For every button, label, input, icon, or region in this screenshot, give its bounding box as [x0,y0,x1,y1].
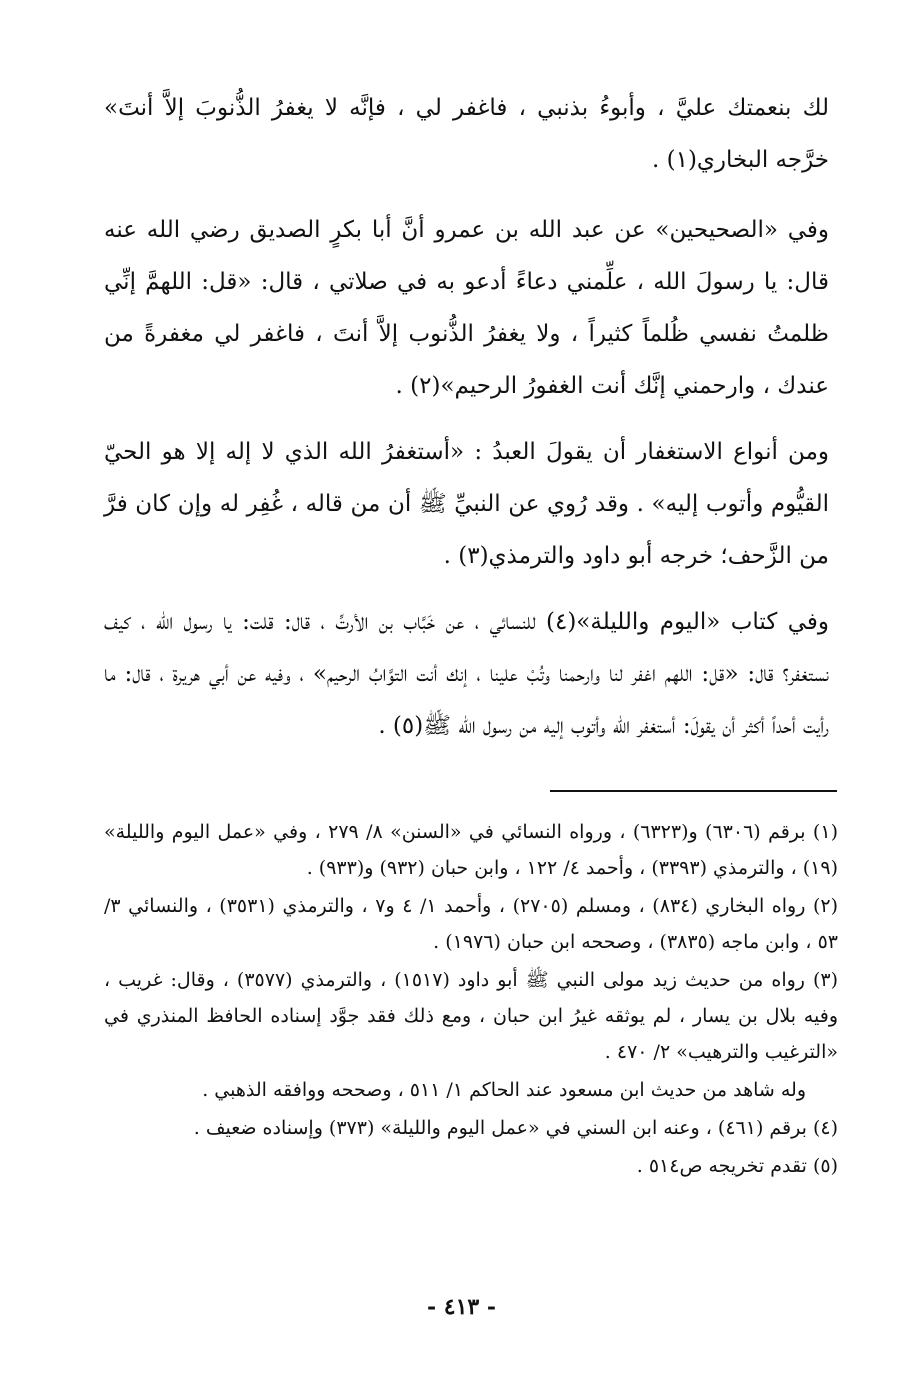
footnote-3: (٣) رواه من حديث زيد مولى النبي ﷺ أبو داود (١٥١٧) ، والترمذي (٣٥٧٧) ، وقال: غريب ، وفيه بلال بن يسار ، لم يوثقه غيرُ ابن حبان ، ومع ذلك فقد جوَّد إسناده الحافظ المنذري في «الترغيب والترهيب» ٢/ ٤٧٠ . [104,969,839,1063]
footnote-5: (٥) تقدم تخريجه ص٥١٤ . [636,1155,838,1177]
footnotes [104,814,838,1186]
footnote-divider [550,790,837,792]
paragraph-4: وفي كتاب «اليوم والليلة»(٤) للنسائي ، عن خَبَّاب بن الأرتِّ ، قال: قلت: يا رسول الله ، كيف نستغفر؟ قال: «قل: اللهم اغفر لنا وارحمنا وتُبْ علينا ، إنك أنت التوَّابُ الرحيم» ، وفيه عن أبي هريرة ، قال: ما رأيت أحداً أكثر أن يقولَ: أستغفر الله وأتوب إليه من رسول الله ﷺ(٥) . [104,609,829,739]
footnote-4: (٤) برقم (٤٦١) ، وعنه ابن السني في «عمل اليوم والليلة» (٣٧٣) وإسناده ضعيف . [193,1117,838,1139]
paragraph-2: وفي «الصحيحين» عن عبد الله بن عمرو أنَّ أبا بكرٍ الصديق رضي الله عنه قال: يا رسولَ الله ، علِّمني دعاءً أدعو به في صلاتي ، قال: «قل: اللهمَّ إنِّي ظلمتُ نفسي ظُلماً كثيراً ، ولا يغفرُ الذُّنوب إلاَّ أنتَ ، فاغفر لي مغفرةً من عندك ، وارحمني إنَّك أنت الغفورُ الرحيم»(٢) . [104,217,829,399]
paragraph-1: لك بنعمتك عليَّ ، وأبوءُ بذنبي ، فاغفر لي ، فإنَّه لا يغفرُ الذُّنوبَ إلاَّ أنتَ» خرَّجه البخاري(١) . [104,95,829,173]
paragraph-3: ومن أنواع الاستغفار أن يقولَ العبدُ : «أستغفرُ الله الذي لا إله إلا هو الحيّ القيُّوم وأتوب إليه» . وقد رُوي عن النبيِّ ﷺ أن من قاله ، غُفِر له وإن كان فرَّ من الزَّحف؛ خرجه أبو داود والترمذي(٣) . [104,439,829,569]
footnote-3-continuation: وله شاهد من حديث ابن مسعود عند الحاكم ١/ ٥١١ ، وصححه ووافقه الذهبي . [202,1079,806,1101]
page-number: - ٤١٣ - [426,1294,497,1320]
footnote-1: (١) برقم (٦٣٠٦) و(٦٣٢٣) ، ورواه النسائي في «السنن» ٨/ ٢٧٩ ، وفي «عمل اليوم والليلة» (١٩) ، والترمذي (٣٣٩٣) ، وأحمد ٤/ ١٢٢ ، وابن حبان (٩٣٢) و(٩٣٣) . [104,821,838,879]
footnote-2: (٢) رواه البخاري (٨٣٤) ، ومسلم (٢٧٠٥) ، وأحمد ١/ ٤ و٧ ، والترمذي (٣٥٣١) ، والنسائي ٣/ ٥٣ ، وابن ماجه (٣٨٣٥) ، وصححه ابن حبان (١٩٧٦) . [104,895,838,953]
main-text [104,82,829,766]
